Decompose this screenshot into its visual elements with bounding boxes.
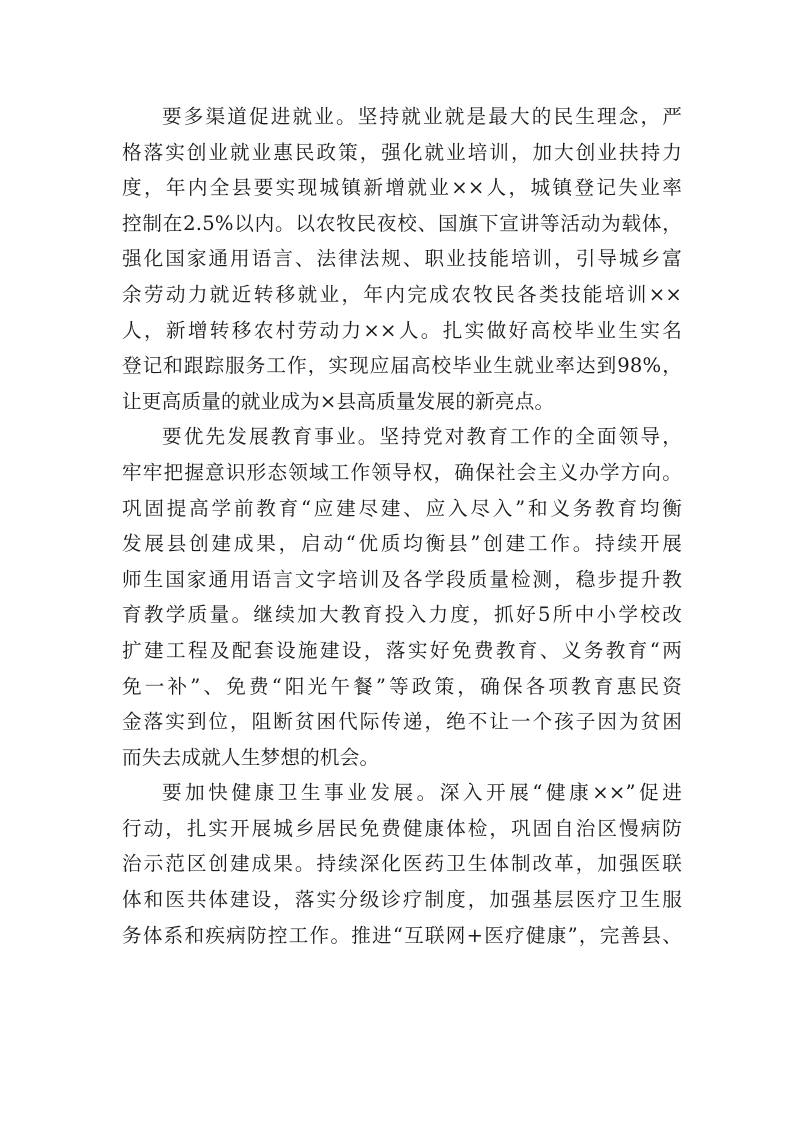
text-line: 度，年内全县要实现城镇新增就业××人，城镇登记失业率 <box>122 176 682 200</box>
text-line: 治示范区创建成果。持续深化医药卫生体制改革，加强医联 <box>122 852 682 876</box>
text-line: 余劳动力就近转移就业，年内完成农牧民各类技能培训×× <box>122 282 682 306</box>
text-line: 免一补”、免费“阳光午餐”等政策，确保各项教育惠民资 <box>122 674 682 698</box>
text-line: 体和医共体建设，落实分级诊疗制度，加强基层医疗卫生服 <box>122 888 682 912</box>
text-line: 行动，扎实开展城乡居民免费健康体检，巩固自治区慢病防 <box>122 816 682 840</box>
text-line: 师生国家通用语言文字培训及各学段质量检测，稳步提升教 <box>122 567 682 591</box>
paragraph-health <box>122 775 682 953</box>
text-line: 让更高质量的就业成为×县高质量发展的新亮点。 <box>122 389 555 413</box>
text-line: 人，新增转移农村劳动力××人。扎实做好高校毕业生实名 <box>122 318 682 342</box>
text-line: 育教学质量。继续加大教育投入力度，抓好5所中小学校改 <box>122 603 682 627</box>
text-line: 控制在2.5%以内。以农牧民夜校、国旗下宣讲等活动为载体， <box>122 211 682 235</box>
text-line: 要优先发展教育事业。坚持党对教育工作的全面领导， <box>162 425 682 449</box>
text-line: 巩固提高学前教育“应建尽建、应入尽入”和义务教育均衡 <box>122 496 682 520</box>
text-line: 而失去成就人生梦想的机会。 <box>122 745 380 769</box>
text-line: 要多渠道促进就业。坚持就业就是最大的民生理念，严 <box>162 105 682 128</box>
text-line: 金落实到位，阻断贫困代际传递，绝不让一个孩子因为贫困 <box>122 710 682 734</box>
text-line: 发展县创建成果，启动“优质均衡县”创建工作。持续开展 <box>122 532 682 556</box>
paragraph-employment <box>122 99 682 419</box>
document-body <box>122 99 682 953</box>
text-line: 扩建工程及配套设施建设，落实好免费教育、义务教育“两 <box>122 638 682 662</box>
text-line: 登记和跟踪服务工作，实现应届高校毕业生就业率达到98%， <box>122 354 682 378</box>
text-line: 务体系和疾病防控工作。推进“互联网+医疗健康”，完善县、 <box>122 923 682 947</box>
text-line: 格落实创业就业惠民政策，强化就业培训，加大创业扶持力 <box>122 140 682 164</box>
paragraph-education <box>122 419 682 775</box>
text-line: 要加快健康卫生事业发展。深入开展“健康××”促进 <box>162 781 682 805</box>
text-line: 强化国家通用语言、法律法规、职业技能培训，引导城乡富 <box>122 247 682 271</box>
text-line: 牢牢把握意识形态领域工作领导权，确保社会主义办学方向。 <box>122 460 682 484</box>
